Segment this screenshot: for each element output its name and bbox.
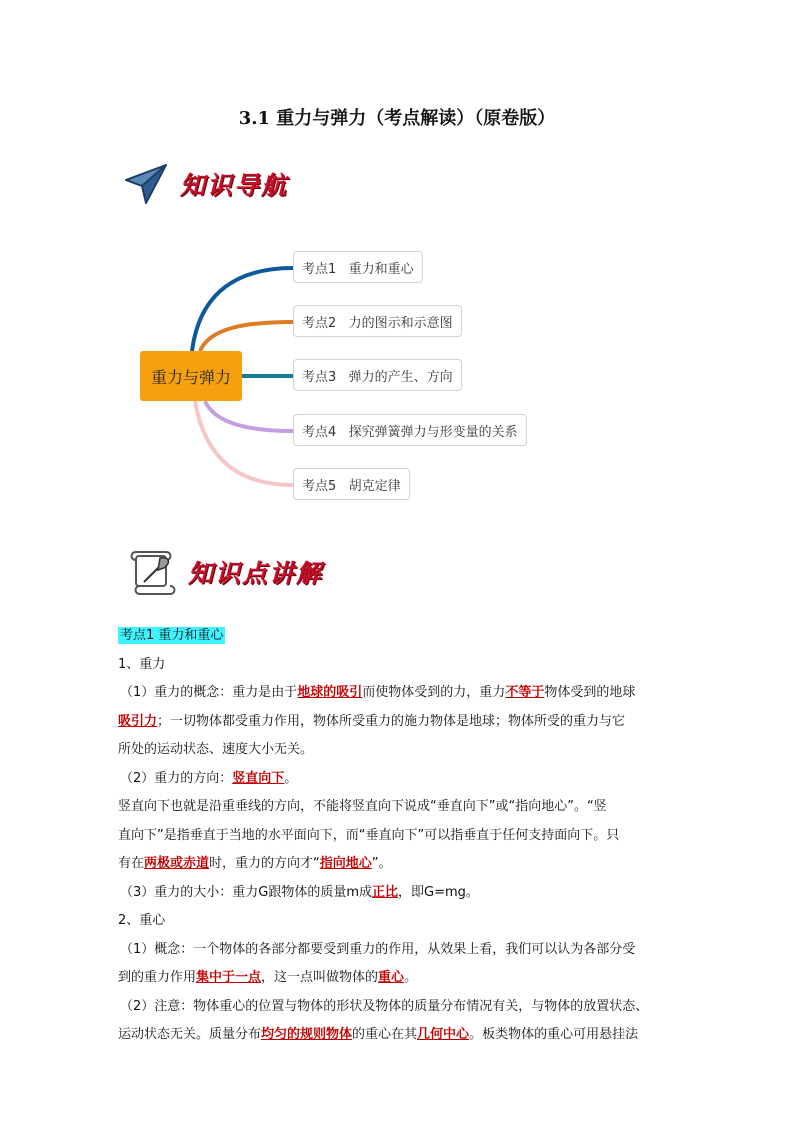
connector-2 [200, 322, 293, 351]
mindmap-node-3: 考点3 弹力的产生、方向 [293, 359, 462, 391]
connector-4 [205, 401, 293, 431]
mindmap-node-2: 考点2 力的图示和示意图 [293, 305, 462, 337]
gravity-concept-line-3: 所处的运动状态、速度大小无关。 [118, 742, 314, 757]
center-concept-line-2: 到的重力作用集中于一点，这一点叫做物体的重心。 [118, 970, 418, 985]
heading-gravity: 1、重力 [118, 656, 166, 672]
direction-note-line-2: 直向下”是指垂直于当地的水平面向下，而“垂直向下”可以指垂直于任何支持面向下。只 [118, 827, 620, 843]
scroll-quill-icon [130, 546, 178, 598]
points-section-heading [130, 544, 323, 600]
nav-heading-label: 知识导航 [180, 171, 289, 200]
lesson-content [118, 622, 678, 1050]
points-heading-label: 知识点讲解 [188, 559, 324, 588]
direction-note-line-3: 有在两极或赤道时，重力的方向才“指向地心”。 [118, 856, 392, 871]
mindmap-root: 重力与弹力 [140, 351, 242, 401]
gravity-direction: （2）重力的方向：竖直向下。 [120, 770, 298, 786]
connector-5 [195, 401, 293, 485]
kp1-tag: 考点1 重力和重心 [120, 628, 224, 643]
center-concept-line-1: （1）概念：一个物体的各部分都要受到重力的作用，从效果上看，我们可以认为各部分受 [120, 941, 636, 957]
gravity-magnitude: （3）重力的大小：重力G跟物体的质量m成正比，即G=mg。 [120, 884, 479, 900]
mindmap-node-5: 考点5 胡克定律 [293, 468, 410, 500]
page-title: 3.1 重力与弹力（考点解读）（原卷版） [238, 108, 556, 129]
direction-note-line-1: 竖直向下也就是沿重垂线的方向，不能将竖直向下说成“垂直向下”或“指向地心”。“竖 [118, 799, 607, 814]
gravity-concept-line-1: （1）重力的概念：重力是由于地球的吸引而使物体受到的力，重力不等于物体受到的地球 [120, 685, 636, 700]
mindmap-node-1: 考点1 重力和重心 [293, 251, 423, 283]
mindmap-node-4: 考点4 探究弹簧弹力与形变量的关系 [293, 414, 527, 446]
center-note-line-2: 运动状态无关。质量分布均匀的规则物体的重心在其几何中心。板类物体的重心可用悬挂法 [118, 1027, 639, 1042]
heading-center-of-gravity: 2、重心 [118, 913, 166, 928]
gravity-concept-line-2: 吸引力；一切物体都受重力作用，物体所受重力的施力物体是地球；物体所受的重力与它 [118, 713, 626, 729]
center-note-line-1: （2）注意：物体重心的位置与物体的形状及物体的质量分布情况有关，与物体的放置状态、 [120, 998, 649, 1014]
